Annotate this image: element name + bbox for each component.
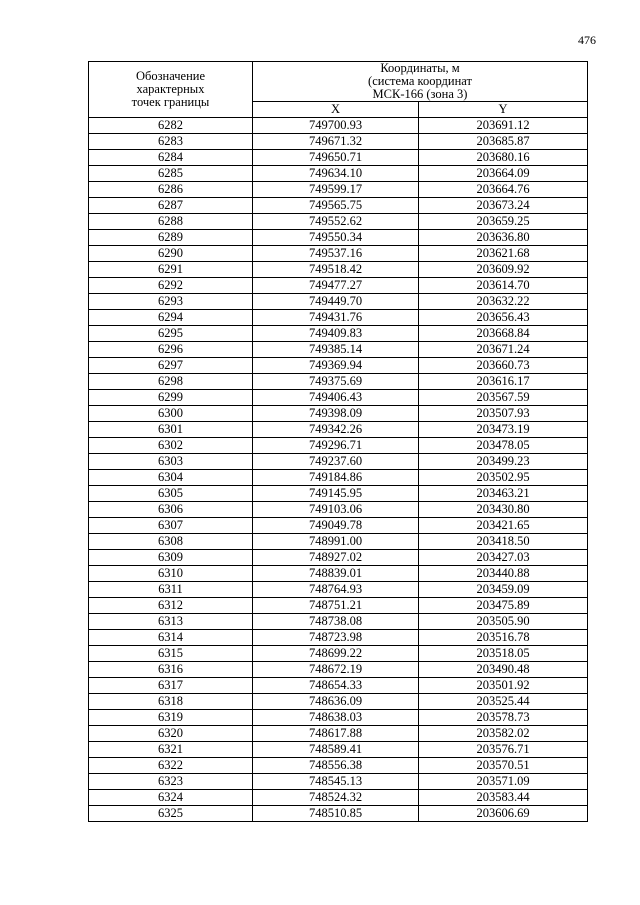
- cell-y: 203505.90: [419, 614, 588, 630]
- cell-x: 749409.83: [253, 326, 419, 342]
- cell-x: 749552.62: [253, 214, 419, 230]
- table-row: [89, 534, 588, 550]
- table-row: [89, 118, 588, 134]
- cell-x: 748927.02: [253, 550, 419, 566]
- cell-x: 749375.69: [253, 374, 419, 390]
- table-row: [89, 342, 588, 358]
- table-row: [89, 294, 588, 310]
- cell-point: 6294: [89, 310, 253, 326]
- cell-x: 748764.93: [253, 582, 419, 598]
- table-row: [89, 486, 588, 502]
- cell-y: 203567.59: [419, 390, 588, 406]
- cell-point: 6304: [89, 470, 253, 486]
- cell-y: 203582.02: [419, 726, 588, 742]
- cell-x: 748839.01: [253, 566, 419, 582]
- cell-y: 203502.95: [419, 470, 588, 486]
- cell-x: 749449.70: [253, 294, 419, 310]
- table-row: [89, 214, 588, 230]
- table-row: [89, 326, 588, 342]
- cell-x: 748638.03: [253, 710, 419, 726]
- cell-y: 203680.16: [419, 150, 588, 166]
- cell-point: 6303: [89, 454, 253, 470]
- cell-y: 203475.89: [419, 598, 588, 614]
- cell-y: 203609.92: [419, 262, 588, 278]
- cell-x: 748654.33: [253, 678, 419, 694]
- cell-y: 203427.03: [419, 550, 588, 566]
- cell-point: 6305: [89, 486, 253, 502]
- cell-y: 203421.65: [419, 518, 588, 534]
- table-body: [89, 118, 588, 822]
- cell-point: 6313: [89, 614, 253, 630]
- table-row: [89, 582, 588, 598]
- table-row: [89, 758, 588, 774]
- cell-point: 6300: [89, 406, 253, 422]
- cell-y: 203418.50: [419, 534, 588, 550]
- cell-x: 749184.86: [253, 470, 419, 486]
- cell-y: 203583.44: [419, 790, 588, 806]
- cell-point: 6282: [89, 118, 253, 134]
- cell-x: 748617.88: [253, 726, 419, 742]
- cell-y: 203478.05: [419, 438, 588, 454]
- cell-x: 748723.98: [253, 630, 419, 646]
- table-row: [89, 710, 588, 726]
- cell-point: 6319: [89, 710, 253, 726]
- table-row: [89, 518, 588, 534]
- cell-x: 749145.95: [253, 486, 419, 502]
- cell-x: 749385.14: [253, 342, 419, 358]
- cell-point: 6295: [89, 326, 253, 342]
- cell-y: 203570.51: [419, 758, 588, 774]
- header-coords-line: (система координат: [368, 74, 472, 88]
- cell-point: 6325: [89, 806, 253, 822]
- cell-x: 749700.93: [253, 118, 419, 134]
- cell-x: 749103.06: [253, 502, 419, 518]
- table-row: [89, 598, 588, 614]
- cell-point: 6322: [89, 758, 253, 774]
- cell-y: 203576.71: [419, 742, 588, 758]
- cell-x: 749650.71: [253, 150, 419, 166]
- cell-y: 203507.93: [419, 406, 588, 422]
- cell-x: 748672.19: [253, 662, 419, 678]
- table-row: [89, 390, 588, 406]
- table-row: [89, 550, 588, 566]
- cell-x: 748545.13: [253, 774, 419, 790]
- cell-point: 6293: [89, 294, 253, 310]
- cell-x: 749369.94: [253, 358, 419, 374]
- cell-point: 6320: [89, 726, 253, 742]
- cell-y: 203621.68: [419, 246, 588, 262]
- cell-x: 748510.85: [253, 806, 419, 822]
- header-coordinates: [253, 62, 588, 102]
- table-row: [89, 614, 588, 630]
- cell-point: 6312: [89, 598, 253, 614]
- cell-point: 6321: [89, 742, 253, 758]
- cell-point: 6318: [89, 694, 253, 710]
- header-x: X: [253, 102, 419, 118]
- cell-point: 6286: [89, 182, 253, 198]
- header-point-line: Обозначение: [135, 69, 206, 83]
- cell-y: 203440.88: [419, 566, 588, 582]
- cell-y: 203473.19: [419, 422, 588, 438]
- table-row: [89, 310, 588, 326]
- cell-y: 203518.05: [419, 646, 588, 662]
- cell-y: 203606.69: [419, 806, 588, 822]
- cell-y: 203685.87: [419, 134, 588, 150]
- table-header-row: [89, 62, 588, 102]
- cell-x: 748524.32: [253, 790, 419, 806]
- header-point-line: точек границы: [131, 95, 210, 109]
- cell-x: 749518.42: [253, 262, 419, 278]
- table-row: [89, 566, 588, 582]
- table-row: [89, 374, 588, 390]
- cell-point: 6324: [89, 790, 253, 806]
- cell-x: 749049.78: [253, 518, 419, 534]
- cell-point: 6297: [89, 358, 253, 374]
- cell-x: 748699.22: [253, 646, 419, 662]
- cell-y: 203516.78: [419, 630, 588, 646]
- cell-y: 203501.92: [419, 678, 588, 694]
- cell-y: 203525.44: [419, 694, 588, 710]
- cell-y: 203459.09: [419, 582, 588, 598]
- table-row: [89, 150, 588, 166]
- cell-point: 6288: [89, 214, 253, 230]
- cell-point: 6308: [89, 534, 253, 550]
- cell-y: 203671.24: [419, 342, 588, 358]
- cell-x: 749431.76: [253, 310, 419, 326]
- table-row: [89, 246, 588, 262]
- cell-y: 203664.76: [419, 182, 588, 198]
- table-row: [89, 678, 588, 694]
- table-row: [89, 198, 588, 214]
- coordinates-table: [88, 61, 588, 822]
- table-row: [89, 438, 588, 454]
- cell-point: 6283: [89, 134, 253, 150]
- table-row: [89, 230, 588, 246]
- cell-y: 203571.09: [419, 774, 588, 790]
- cell-point: 6310: [89, 566, 253, 582]
- header-y: Y: [419, 102, 588, 118]
- cell-x: 748636.09: [253, 694, 419, 710]
- table-row: [89, 406, 588, 422]
- table-row: [89, 454, 588, 470]
- cell-point: 6302: [89, 438, 253, 454]
- table-row: [89, 806, 588, 822]
- cell-x: 749537.16: [253, 246, 419, 262]
- cell-x: 749398.09: [253, 406, 419, 422]
- cell-point: 6311: [89, 582, 253, 598]
- cell-point: 6284: [89, 150, 253, 166]
- cell-y: 203463.21: [419, 486, 588, 502]
- table-row: [89, 694, 588, 710]
- cell-point: 6317: [89, 678, 253, 694]
- cell-y: 203430.80: [419, 502, 588, 518]
- table-row: [89, 262, 588, 278]
- cell-x: 749342.26: [253, 422, 419, 438]
- table-row: [89, 502, 588, 518]
- cell-x: 748991.00: [253, 534, 419, 550]
- cell-y: 203656.43: [419, 310, 588, 326]
- cell-x: 748589.41: [253, 742, 419, 758]
- cell-y: 203673.24: [419, 198, 588, 214]
- cell-y: 203668.84: [419, 326, 588, 342]
- table-row: [89, 742, 588, 758]
- cell-x: 749599.17: [253, 182, 419, 198]
- cell-x: 749550.34: [253, 230, 419, 246]
- cell-point: 6298: [89, 374, 253, 390]
- table-row: [89, 182, 588, 198]
- cell-point: 6309: [89, 550, 253, 566]
- table-row: [89, 646, 588, 662]
- table-row: [89, 726, 588, 742]
- cell-point: 6287: [89, 198, 253, 214]
- header-coords-line: Координаты, м: [380, 61, 460, 75]
- cell-y: 203664.09: [419, 166, 588, 182]
- cell-point: 6292: [89, 278, 253, 294]
- cell-point: 6314: [89, 630, 253, 646]
- header-coords-line: МСК-166 (зона 3): [372, 87, 468, 101]
- cell-x: 748556.38: [253, 758, 419, 774]
- cell-y: 203632.22: [419, 294, 588, 310]
- table-row: [89, 662, 588, 678]
- cell-point: 6316: [89, 662, 253, 678]
- cell-y: 203490.48: [419, 662, 588, 678]
- table-row: [89, 166, 588, 182]
- table-row: [89, 134, 588, 150]
- cell-x: 749477.27: [253, 278, 419, 294]
- cell-x: 748751.21: [253, 598, 419, 614]
- cell-y: 203578.73: [419, 710, 588, 726]
- cell-x: 749565.75: [253, 198, 419, 214]
- cell-point: 6289: [89, 230, 253, 246]
- cell-x: 749671.32: [253, 134, 419, 150]
- table-row: [89, 278, 588, 294]
- header-point-line: характерных: [136, 82, 205, 96]
- cell-y: 203691.12: [419, 118, 588, 134]
- cell-x: 749296.71: [253, 438, 419, 454]
- cell-y: 203616.17: [419, 374, 588, 390]
- cell-y: 203636.80: [419, 230, 588, 246]
- cell-point: 6299: [89, 390, 253, 406]
- cell-point: 6306: [89, 502, 253, 518]
- table-row: [89, 470, 588, 486]
- cell-point: 6315: [89, 646, 253, 662]
- cell-y: 203659.25: [419, 214, 588, 230]
- cell-x: 749634.10: [253, 166, 419, 182]
- cell-y: 203660.73: [419, 358, 588, 374]
- table-row: [89, 774, 588, 790]
- cell-x: 749237.60: [253, 454, 419, 470]
- header-point-designation: [89, 62, 253, 118]
- table-row: [89, 790, 588, 806]
- cell-point: 6290: [89, 246, 253, 262]
- cell-point: 6291: [89, 262, 253, 278]
- cell-point: 6296: [89, 342, 253, 358]
- cell-x: 749406.43: [253, 390, 419, 406]
- cell-y: 203499.23: [419, 454, 588, 470]
- cell-y: 203614.70: [419, 278, 588, 294]
- table-row: [89, 422, 588, 438]
- page-number: 476: [578, 33, 596, 47]
- table-row: [89, 630, 588, 646]
- cell-point: 6307: [89, 518, 253, 534]
- cell-point: 6285: [89, 166, 253, 182]
- cell-point: 6323: [89, 774, 253, 790]
- table-row: [89, 358, 588, 374]
- cell-x: 748738.08: [253, 614, 419, 630]
- cell-point: 6301: [89, 422, 253, 438]
